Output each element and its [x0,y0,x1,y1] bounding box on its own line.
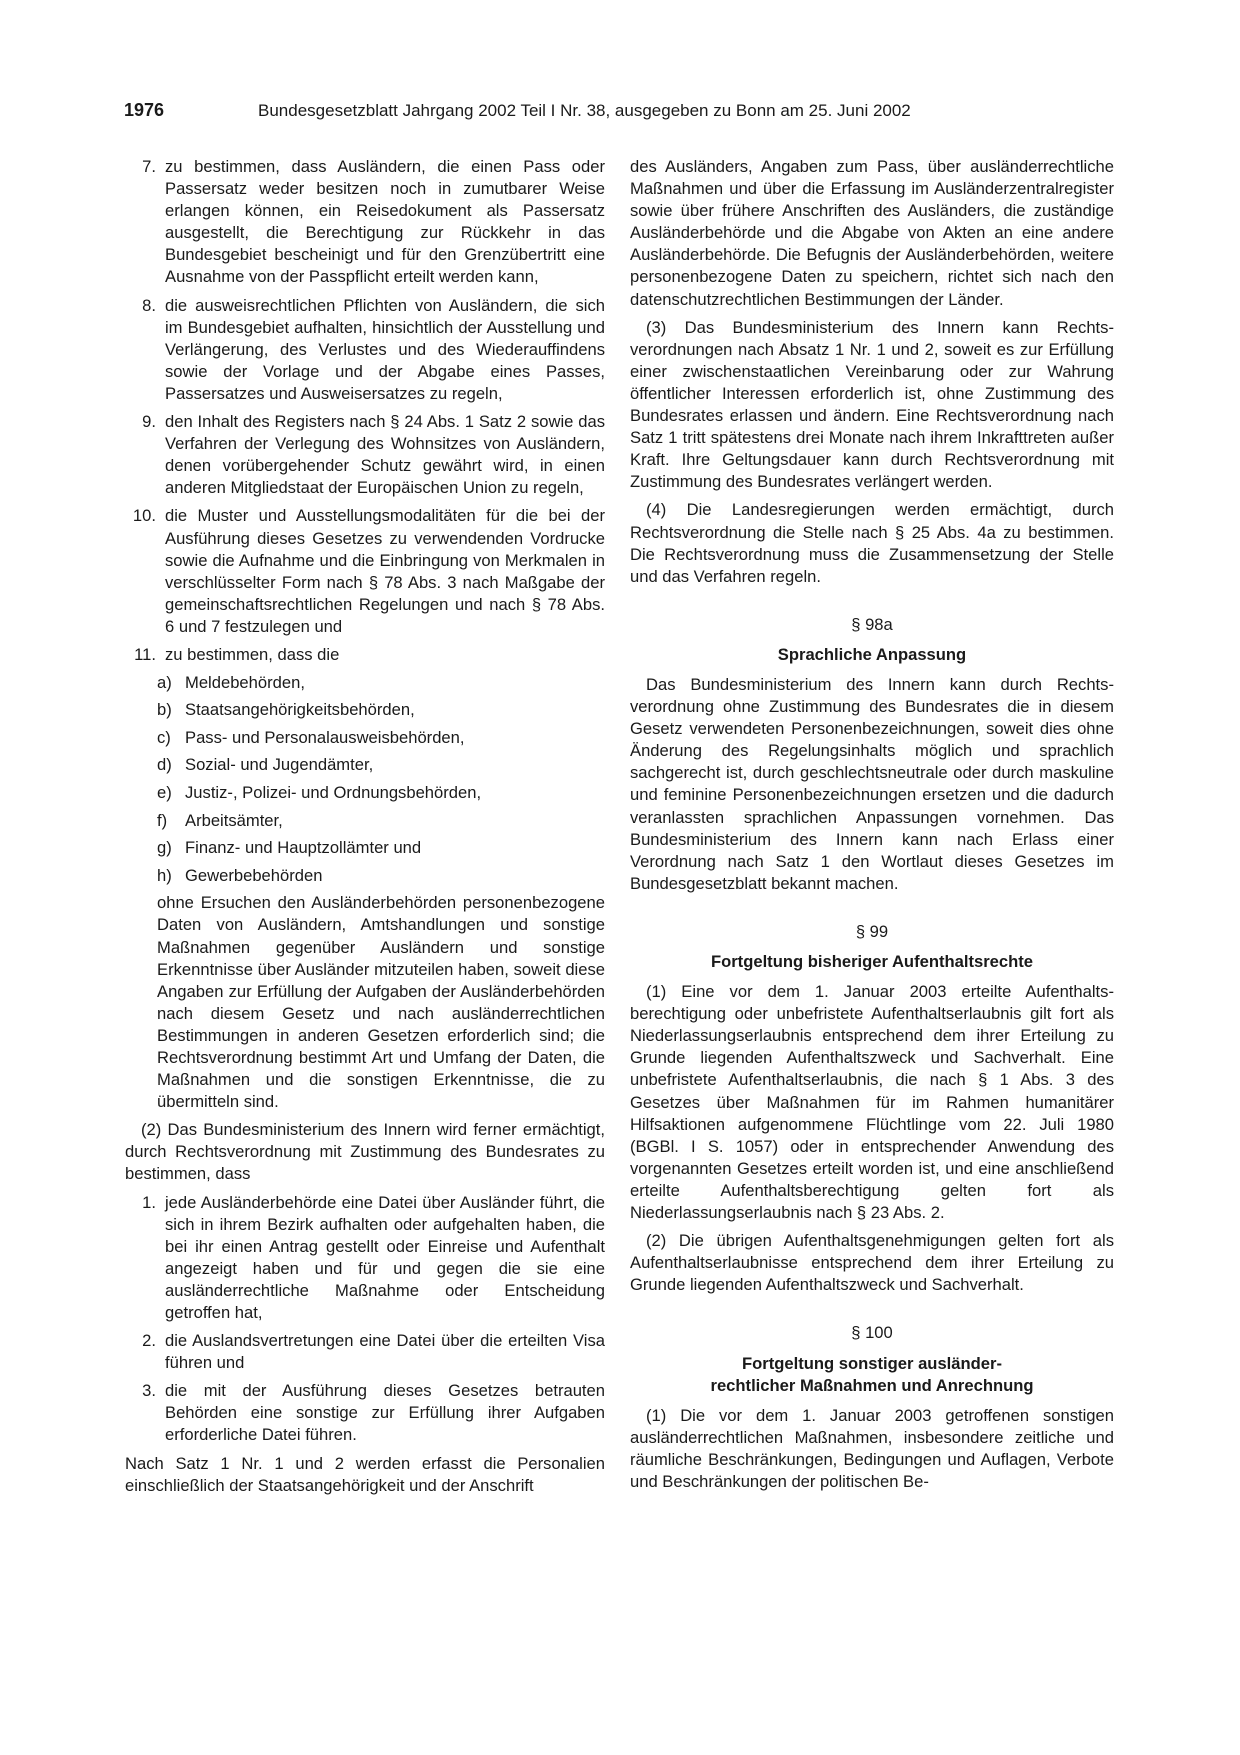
paragraph-4: (4) Die Landesregierungen werden ermächtigt, durch Rechtsverordnung die Stelle nach § 25 Abs. 4a zu bestimmen. Die Rechtsverordnung muss die Zusammensetzung der Stelle und das Verfahren regeln. [630,500,1114,586]
item-number: 8. [142,295,156,315]
sub-item-text: Finanz- und Hauptzollämter und [185,838,422,858]
publication-title: Bundesgesetzblatt Jahrgang 2002 Teil I Nr. 38, ausgegeben zu Bonn am 25. Juni 2002 [258,101,911,120]
sub-item-letter: f) [157,810,168,830]
sub-item-text: Justiz-, Polizei- und Ordnungsbehörden, [185,782,482,802]
paragraph-text: Nach Satz 1 Nr. 1 und 2 werden erfasst die Personalien einschließlich der Staatsangehörigkeit und der Anschrift [125,1453,605,1495]
sub-item [157,810,605,832]
sub-item [157,672,605,694]
section-paragraph-1: (1) Die vor dem 1. Januar 2003 getroffenen sonstigen ausländerrechtlichen Maßnahmen, insbesondere zeitliche und räumliche Beschränkungen, Bedingungen und Auflagen, Verbote und Beschränkungen der politischen Be- [630,1405,1114,1491]
item-number: 9. [142,412,156,432]
item-number: 2. [142,1331,156,1351]
list-item [125,644,605,666]
item-text: den Inhalt des Registers nach § 24 Abs. 1 Satz 2 sowie das Verfahren der Verlegung des Wohnsitzes von Ausländern, denen vorübergehender Schutz gewährt wird, in einen anderen Mitgliedstaat der Europäischen Union zu regeln, [165,412,605,498]
section-title: Sprachliche Anpassung [777,644,967,664]
list-item [125,295,605,405]
section-paragraph-1: (1) Eine vor dem 1. Januar 2003 erteilte Aufenthaltsberechtigung oder unbefristete Aufenthaltserlaubnis gilt fort als Niederlassungserlaubnis entsprechend dem ihrer Erteilung zu Grunde liegenden Aufenthaltszweck und Sachverhalt. Eine unbefristete Aufenthaltserlaubnis, die nach § 1 Abs. 3 des Gesetzes über Maßnahmen für im Rahmen humanitärer Hilfsaktionen aufgenommene Flüchtlinge vom 22. Juli 1980 (BGBl. I S. 1057) oder in entsprechender Anwendung des vorgenannten Gesetzes erteilt worden ist, und eine anschließend erteilte Aufenthaltsberechtigung gelten fort als Niederlassungserlaubnis nach § 23 Abs. 2. [630,982,1114,1223]
sub-item [157,837,605,859]
section-title: Fortgeltung bisheriger Aufenthaltsrechte [710,952,1034,971]
sub-item [157,865,605,887]
section-number: § 98a [851,614,893,634]
item-text: die mit der Ausführung dieses Gesetzes betrauten Behörden eine sonstige zur Erfüllung ihrer Aufgaben erforderliche Datei führen. [165,1381,605,1445]
sub-item-text: Staatsangehörigkeitsbehörden, [185,700,415,720]
paragraph-continuation: des Ausländers, Angaben zum Pass, über ausländerrechtliche Maßnahmen und über die Erfassung im Ausländerzentralregister sowie über frühere Anschriften des Ausländers, die zuständige Ausländerbehörde und die Abgabe von Akten an eine andere Ausländerbehörde. Die Befugnis der Ausländerbehörden, weitere personenbezogene Daten zu speichern, richtet sich nach den datenschutzrechtlichen Bestimmungen der Länder. [630,157,1114,309]
item-text: die Auslandsvertretungen eine Datei über die erteilten Visa führen und [165,1331,605,1373]
section-title-line-1: Fortgeltung sonstiger ausländer- [742,1353,1002,1373]
item-text: die ausweisrechtlichen Pflichten von Ausländern, die sich im Bundesgebiet aufhalten, hinsichtlich der Ausstellung und Verlängerung, des Verlustes und des Wiederauffindens sowie der Vorlage und der Abgabe eines Passes, Passersatzes und Ausweisersatzes zu regeln, [165,295,605,403]
sub-item-text: Gewerbebehörden [185,865,323,885]
sub-item [157,699,605,721]
page-number: 1976 [124,100,165,120]
sub-item-letter: g) [157,838,172,858]
item-text: zu bestimmen, dass Ausländern, die einen Pass oder Passersatz weder besitzen noch in zumutbarer Weise erlangen können, ein Reisedokument als Passersatz ausgestellt, die Berechtigung zur Rückkehr in das Bundesgebiet bescheinigt und für den Grenzübertritt eine Ausnahme von der Passpflicht erteilt werden kann, [165,157,605,287]
item-text: jede Ausländerbehörde eine Datei über Ausländer führt, die sich in ihrem Bezirk aufhalten oder aufgehalten haben, die bei ihr einen Antrag gestellt oder Einreise und Aufenthalt angezeigt haben und für und gegen die sie eine ausländerrechtliche Maßnahme oder Entscheidung getroffen hat, [165,1192,605,1322]
sub-item-text: Pass- und Personalausweisbehörden, [185,727,465,747]
sub-item-letter: e) [157,782,172,802]
section-text: Das Bundesministerium des Innern kann durch Rechtsverordnung ohne Zustimmung des Bundesrates die in diesem Gesetz verwendeten Personenbezeichnungen, soweit dies ohne Änderung des Regelungsinhalts möglich und sprachlich sachgerecht ist, durch geschlechtsneutrale oder durch maskuline und feminine Personenbezeichnungen ersetzen und die dadurch veranlassten sprachlichen Anpassungen vornehmen. Das Bundesministerium des Innern kann nach Erlass einer Verordnung nach Satz 1 den Wortlaut dieses Gesetzes im Bundesgesetzblatt bekannt machen. [630,674,1114,893]
item-text: die Muster und Ausstellungsmodalitäten für die bei der Ausführung dieses Gesetzes zu verwendenden Vordrucke sowie die Aufnahme und die Einbringung von Merkmalen in verschlüsselter Form nach § 78 Abs. 3 nach Maßgabe der gemeinschaftsrechtlichen Regelungen und nach § 78 Abs. 6 und 7 festzulegen und [165,506,605,636]
item-number: 10. [132,506,156,526]
section-title-line-2: rechtlicher Maßnahmen und Anrechnung [710,1375,1034,1395]
right-column [630,156,1114,1493]
item-text: zu bestimmen, dass die [165,644,340,664]
list-item [125,1330,605,1374]
list-item [125,156,605,289]
section-number: § 100 [851,1323,893,1343]
sub-item [157,782,605,804]
list-item [125,1192,605,1325]
sub-item-text: Sozial- und Jugendämter, [185,755,374,775]
list-item [125,505,605,638]
list-item [125,411,605,499]
sub-item-letter: d) [157,755,172,775]
sub-item-text: Arbeitsämter, [185,810,283,830]
left-column [125,156,605,1497]
paragraph-2: (2) Das Bundesministerium des Innern wird ferner ermächtigt, durch Rechtsverordnung mit Zustimmung des Bundesrates zu bestimmen, dass [125,1120,605,1184]
sub-item-text: Meldebehörden, [185,672,305,692]
item-number: 1. [142,1192,156,1212]
sub-item-letter: h) [157,865,172,885]
item-number: 11. [134,644,156,664]
section-title [630,1353,1114,1397]
page-header [124,100,1114,126]
sub-item [157,727,605,749]
section-paragraph-2: (2) Die übrigen Aufenthaltsgenehmigungen gelten fort als Aufenthaltserlaubnisse entsprechend dem ihrer Erteilung zu Grunde liegenden Aufenthaltszweck und Sachverhalt. [630,1231,1114,1295]
list-item [125,1380,605,1446]
sub-item-letter: a) [157,672,172,692]
sub-item-letter: c) [157,727,171,747]
item-number: 7. [142,157,156,176]
item-11-continuation: ohne Ersuchen den Ausländerbehörden personenbezogene Daten von Ausländern, Amtshandlungen und sonstige Maßnahmen gegenüber Ausländern und sonstige Erkenntnisse über Ausländer mitzuteilen haben, soweit diese Angaben zur Erfüllung der Aufgaben der Ausländerbehörden nach diesem Gesetz und nach ausländerrechtlichen Bestimmungen in anderen Gesetzen erforderlich sind; die Rechtsverordnung bestimmt Art und Umfang der Daten, die Maßnahmen und die sonstigen Erkenntnisse, die zu übermitteln sind. [157,893,605,1112]
sub-item [157,754,605,776]
item-number: 3. [142,1381,156,1401]
section-number: § 99 [855,921,889,941]
sub-item-letter: b) [157,700,172,720]
paragraph-3: (3) Das Bundesministerium des Innern kann Rechtsverordnungen nach Absatz 1 Nr. 1 und 2, soweit es zur Erfüllung einer zwischenstaatlichen Vereinbarung oder zur Wahrung öffentlicher Interessen erforderlich ist, ohne Zustimmung des Bundesrates erlassen und ändern. Eine Rechtsverordnung nach Satz 1 tritt spätestens drei Monate nach ihrem Inkrafttreten außer Kraft. Ihre Geltungsdauer kann durch Rechtsverordnung mit Zustimmung des Bundesrates verlängert werden. [630,317,1114,492]
